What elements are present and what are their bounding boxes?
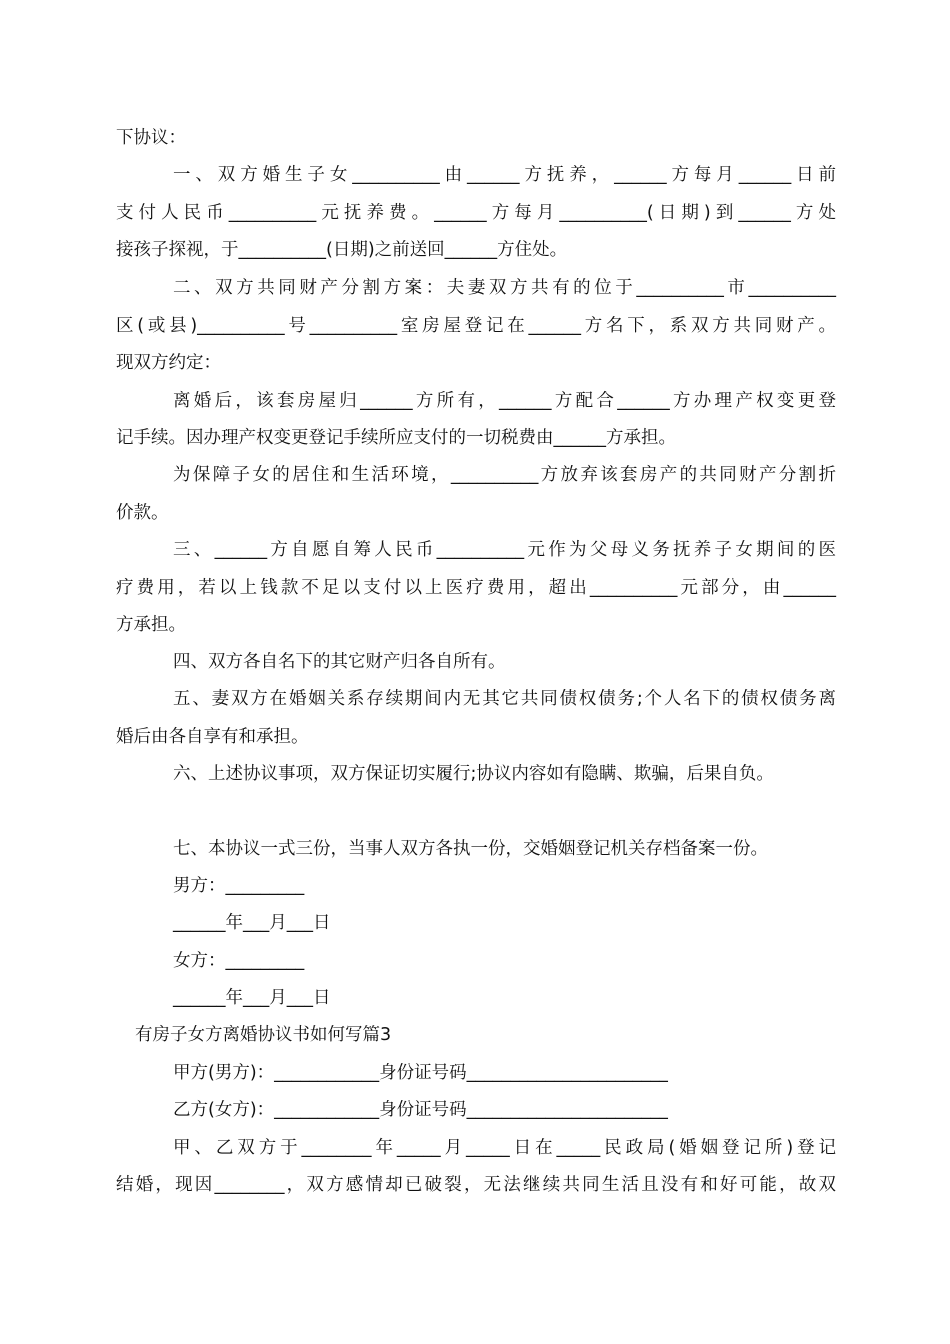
date-line: ______年___月___日 (173, 988, 331, 1008)
text-line: 婚后由各自享有和承担。 (116, 727, 309, 747)
text-line: 甲、乙双方于________年_____月_____日在_____民政局(婚姻登记所)登记 (173, 1138, 836, 1158)
text-line: 二、双方共同财产分割方案：夫妻双方共有的位于__________市__________ (173, 278, 836, 298)
text-line: 五、妻双方在婚姻关系存续期间内无其它共同债权债务;个人名下的债权债务离 (173, 689, 836, 709)
text-line: 为保障子女的居住和生活环境，__________方放弃该套房产的共同财产分割折 (173, 465, 836, 485)
male-signature-line: 男方：_________ (173, 876, 305, 896)
party-b-line: 乙方(女方)：____________身份证号码_______________________ (173, 1100, 668, 1120)
text-line: 四、双方各自名下的其它财产归各自所有。 (173, 652, 506, 672)
text-line: 疗费用，若以上钱款不足以支付以上医疗费用，超出__________元部分，由______ (116, 578, 836, 598)
text-line: 现双方约定： (116, 353, 221, 373)
text-line: 区(或县)__________号__________室房屋登记在______方名下，系双方共同财产。 (116, 316, 836, 336)
text-line: 下协议： (116, 128, 186, 148)
text-line: 结婚，现因________，双方感情却已破裂，无法继续共同生活且没有和好可能，故双 (116, 1175, 836, 1195)
section-heading: 有房子女方离婚协议书如何写篇3 (135, 1025, 392, 1045)
text-line: 六、上述协议事项，双方保证切实履行;协议内容如有隐瞒、欺骗，后果自负。 (173, 764, 774, 784)
text-line: 七、本协议一式三份，当事人双方各执一份，交婚姻登记机关存档备案一份。 (173, 839, 768, 859)
party-a-line: 甲方(男方)：____________身份证号码_______________________ (173, 1063, 668, 1083)
text-line: 离婚后，该套房屋归______方所有，______方配合______方办理产权变更登 (173, 391, 836, 411)
text-line: 方承担。 (116, 615, 186, 635)
female-signature-line: 女方：_________ (173, 951, 305, 971)
text-line: 接孩子探视，于__________(日期)之前送回______方住处。 (116, 240, 568, 260)
text-line: 支付人民币__________元抚养费。______方每月__________(日期)到______方处 (116, 203, 836, 223)
text-line: 价款。 (116, 503, 169, 523)
date-line: ______年___月___日 (173, 913, 331, 933)
text-line: 一、双方婚生子女__________由______方抚养，______方每月______日前 (173, 165, 836, 185)
text-line: 三、______方自愿自筹人民币__________元作为父母义务抚养子女期间的医 (173, 540, 836, 560)
text-line: 记手续。因办理产权变更登记手续所应支付的一切税费由______方承担。 (116, 428, 676, 448)
